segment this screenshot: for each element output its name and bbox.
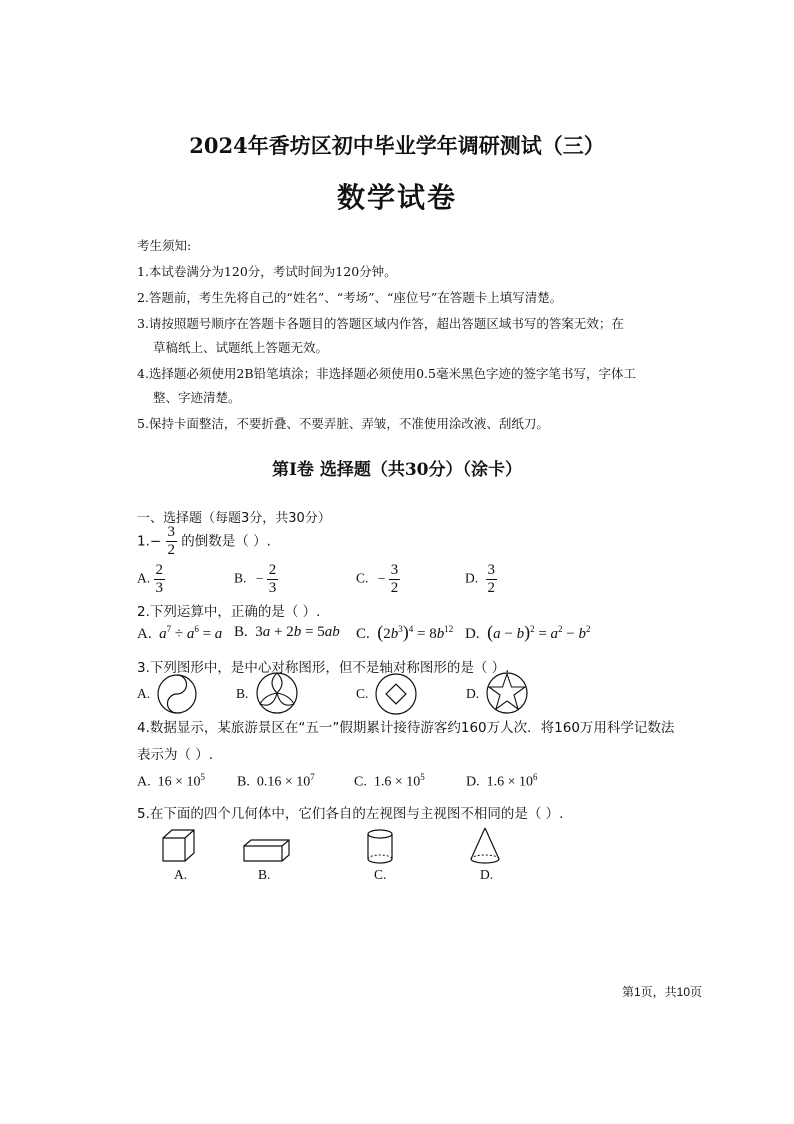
q3-option-d-label[interactable]: D. bbox=[466, 686, 480, 701]
exam-subtitle: 数学试卷 bbox=[336, 181, 457, 214]
q3-option-a-label[interactable]: A. bbox=[137, 686, 151, 701]
question-2: 2.下列运算中，正确的是（ ）. bbox=[137, 604, 321, 620]
q3-option-b-label[interactable]: B. bbox=[236, 686, 249, 701]
notice-heading: 考生须知: bbox=[137, 238, 192, 253]
q1-option-a[interactable]: A. $\frac{2}{3}$ bbox=[137, 562, 163, 596]
question-4-line1: 4.数据显示，某旅游景区在“五一”假期累计接待游客约160万人次．将160万用科学记数法 bbox=[137, 720, 675, 736]
notice-item: 4.选择题必须使用2B铅笔填涂；非选择题必须使用0.5毫米黑色字迹的签字笔书写，字体工 bbox=[137, 366, 636, 381]
notice-item: 草稿纸上、试题纸上答题无效。 bbox=[153, 340, 329, 355]
q5-option-b-label[interactable]: B. bbox=[258, 867, 271, 882]
circle-diamond-figure bbox=[374, 672, 418, 716]
q4-option-c[interactable]: C. $1.6 \times 10^5$ bbox=[354, 772, 425, 790]
part-heading: 一、选择题（每题3分，共30分） bbox=[137, 511, 331, 526]
question-4-line2: 表示为（ ）. bbox=[137, 747, 214, 763]
section-title: 第Ⅰ卷 选择题（共30分）（涂卡） bbox=[271, 460, 523, 480]
q4-option-a[interactable]: A. $16 \times 10^5$ bbox=[137, 772, 206, 790]
q5-option-d-label[interactable]: D. bbox=[480, 867, 494, 882]
cube-figure bbox=[160, 828, 198, 864]
q2-option-b[interactable]: B. 3a + 2b = 5ab bbox=[234, 624, 340, 640]
q1-option-c[interactable]: C. − $\frac{3}{2}$ bbox=[356, 562, 399, 596]
notice-item: 5.保持卡面整洁，不要折叠、不要弄脏、弄皱，不准使用涂改液、刮纸刀。 bbox=[137, 416, 549, 431]
exam-title: 2024年香坊区初中毕业学年调研测试（三） bbox=[189, 133, 605, 158]
q2-option-d[interactable]: D. $(a - b)^2 = a^2 - b^2$ bbox=[465, 622, 591, 642]
question-5: 5.在下面的四个几何体中，它们各自的左视图与主视图不相同的是（ ）. bbox=[137, 806, 564, 822]
q4-option-d[interactable]: D. $1.6 \times 10^6$ bbox=[466, 772, 538, 790]
q5-option-c-label[interactable]: C. bbox=[374, 867, 387, 882]
question-1: 1.− $\frac{3}{2}$ 的倒数是（ ）. bbox=[137, 524, 271, 558]
three-leaf-circle-figure bbox=[255, 671, 299, 715]
circle-star-figure bbox=[485, 671, 529, 715]
fraction: $\frac{3}{2}$ bbox=[167, 524, 175, 558]
question-3: 3.下列图形中，是中心对称图形，但不是轴对称图形的是（ ）. bbox=[137, 660, 510, 676]
notice-item: 1.本试卷满分为120分，考试时间为120分钟。 bbox=[137, 264, 397, 279]
q2-option-c[interactable]: C. $(2b^3)^4 = 8b^{12}$ bbox=[356, 622, 454, 642]
q4-option-b[interactable]: B. $0.16 \times 10^7$ bbox=[237, 772, 315, 790]
notice-item: 2.答题前，考生先将自己的“姓名”、“考场”、“座位号”在答题卡上填写清楚。 bbox=[137, 290, 563, 305]
cuboid-figure bbox=[242, 838, 292, 864]
q2-option-a[interactable]: A. $a^7 \div a^6 = a$ bbox=[137, 624, 223, 642]
notice-item: 整、字迹清楚。 bbox=[153, 390, 241, 405]
cylinder-figure bbox=[364, 828, 396, 866]
cone-figure bbox=[467, 826, 503, 866]
page-number: 第1页，共10页 bbox=[622, 985, 703, 999]
q5-option-a-label[interactable]: A. bbox=[174, 867, 188, 882]
q1-option-d[interactable]: D. $\frac{3}{2}$ bbox=[465, 562, 495, 596]
notice-item: 3.请按照题号顺序在答题卡各题目的答题区域内作答，超出答题区域书写的答案无效；在 bbox=[137, 316, 624, 331]
q1-option-b[interactable]: B. − $\frac{2}{3}$ bbox=[234, 562, 277, 596]
yin-yang-figure bbox=[156, 673, 198, 715]
q3-option-c-label[interactable]: C. bbox=[356, 686, 369, 701]
